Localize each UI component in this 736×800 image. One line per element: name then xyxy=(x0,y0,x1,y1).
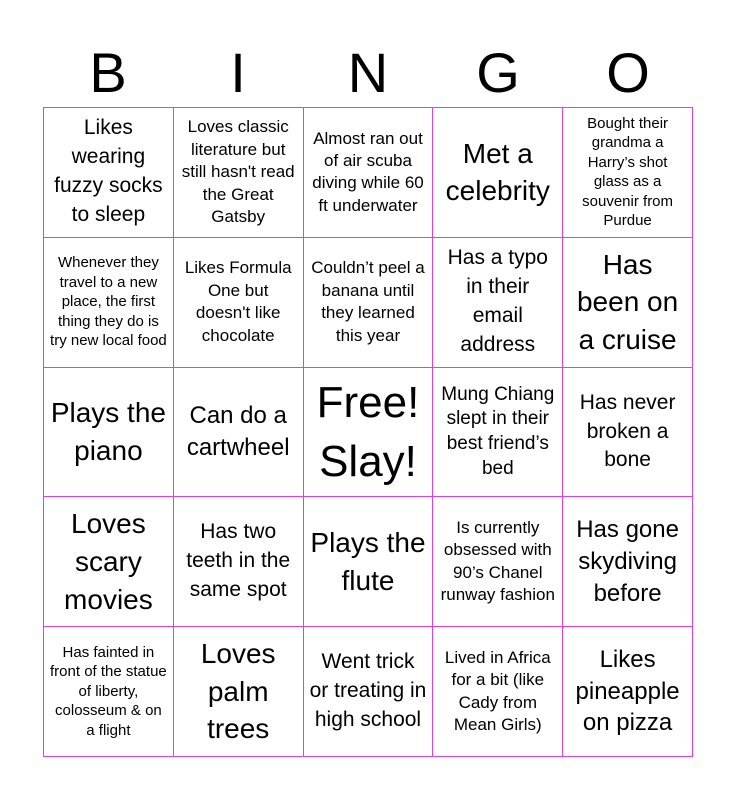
bingo-cell-4[interactable] xyxy=(433,108,563,238)
cell-text: Mung Chiang slept in their best friend’s bed xyxy=(441,383,555,479)
bingo-cell-18[interactable] xyxy=(304,497,434,627)
bingo-cell-1[interactable] xyxy=(44,108,174,238)
cell-text: Loves scary movies xyxy=(64,508,153,615)
cell-text: Met a celebrity xyxy=(445,137,550,207)
cell-text: Free! Slay! xyxy=(316,377,420,486)
bingo-free-space[interactable] xyxy=(304,368,434,498)
bingo-cell-22[interactable] xyxy=(174,627,304,757)
bingo-cell-8[interactable] xyxy=(304,238,434,368)
cell-text: Plays the piano xyxy=(50,397,166,466)
bingo-cell-14[interactable] xyxy=(433,368,563,498)
bingo-cell-5[interactable] xyxy=(563,108,693,238)
bingo-cell-7[interactable] xyxy=(174,238,304,368)
cell-text: Bought their grandma a Harry’s shot glass as a souvenir from Purdue xyxy=(582,114,674,230)
cell-text: Likes wearing fuzzy socks to sleep xyxy=(54,116,163,227)
bingo-cell-2[interactable] xyxy=(174,108,304,238)
bingo-cell-3[interactable] xyxy=(304,108,434,238)
cell-text: Has two teeth in the same spot xyxy=(186,520,291,602)
bingo-header xyxy=(43,40,693,106)
bingo-cell-6[interactable] xyxy=(44,238,174,368)
cell-text: Whenever they travel to a new place, the first thing they do is try new local food xyxy=(50,254,167,350)
cell-text: Has never broken a bone xyxy=(579,390,676,472)
cell-text: Loves classic literature but still hasn't read the Great Gatsby xyxy=(181,117,295,227)
cell-text: Went trick or treating in high school xyxy=(309,650,427,732)
header-letter-b: B xyxy=(89,41,127,104)
cell-text: Has a typo in their email address xyxy=(447,246,548,357)
bingo-cell-16[interactable] xyxy=(44,497,174,627)
bingo-cell-9[interactable] xyxy=(433,238,563,368)
cell-text: Has been on a cruise xyxy=(576,248,679,356)
header-letter-g: G xyxy=(476,41,520,104)
cell-text: Can do a cartwheel xyxy=(186,402,290,461)
cell-text: Couldn’t peel a banana until they learned this year xyxy=(311,258,425,345)
bingo-cell-19[interactable] xyxy=(433,497,563,627)
cell-text: Loves palm trees xyxy=(200,637,276,745)
cell-text: Has gone skydiving before xyxy=(576,516,679,607)
cell-text: Is currently obsessed with 90’s Chanel runway fashion xyxy=(440,517,555,605)
bingo-cell-24[interactable] xyxy=(433,627,563,757)
bingo-cell-25[interactable] xyxy=(563,627,693,757)
bingo-cell-20[interactable] xyxy=(563,497,693,627)
bingo-card-grid xyxy=(43,107,693,757)
header-letter-i: I xyxy=(230,41,246,104)
bingo-cell-21[interactable] xyxy=(44,627,174,757)
cell-text: Lived in Africa for a bit (like Cady from Mean Girls) xyxy=(444,647,551,735)
cell-text: Has fainted in front of the statue of liberty, colosseum & on a flight xyxy=(50,643,167,739)
header-letter-o: O xyxy=(606,41,650,104)
bingo-cell-11[interactable] xyxy=(44,368,174,498)
cell-text: Likes Formula One but doesn't like chocolate xyxy=(184,258,292,345)
cell-text: Likes pineapple on pizza xyxy=(575,646,680,737)
bingo-cell-23[interactable] xyxy=(304,627,434,757)
cell-text: Almost ran out of air scuba diving while 60 ft underwater xyxy=(312,128,424,215)
header-letter-n: N xyxy=(347,41,389,104)
bingo-cell-12[interactable] xyxy=(174,368,304,498)
bingo-cell-17[interactable] xyxy=(174,497,304,627)
cell-text: Plays the flute xyxy=(310,526,426,596)
bingo-cell-15[interactable] xyxy=(563,368,693,498)
bingo-cell-10[interactable] xyxy=(563,238,693,368)
